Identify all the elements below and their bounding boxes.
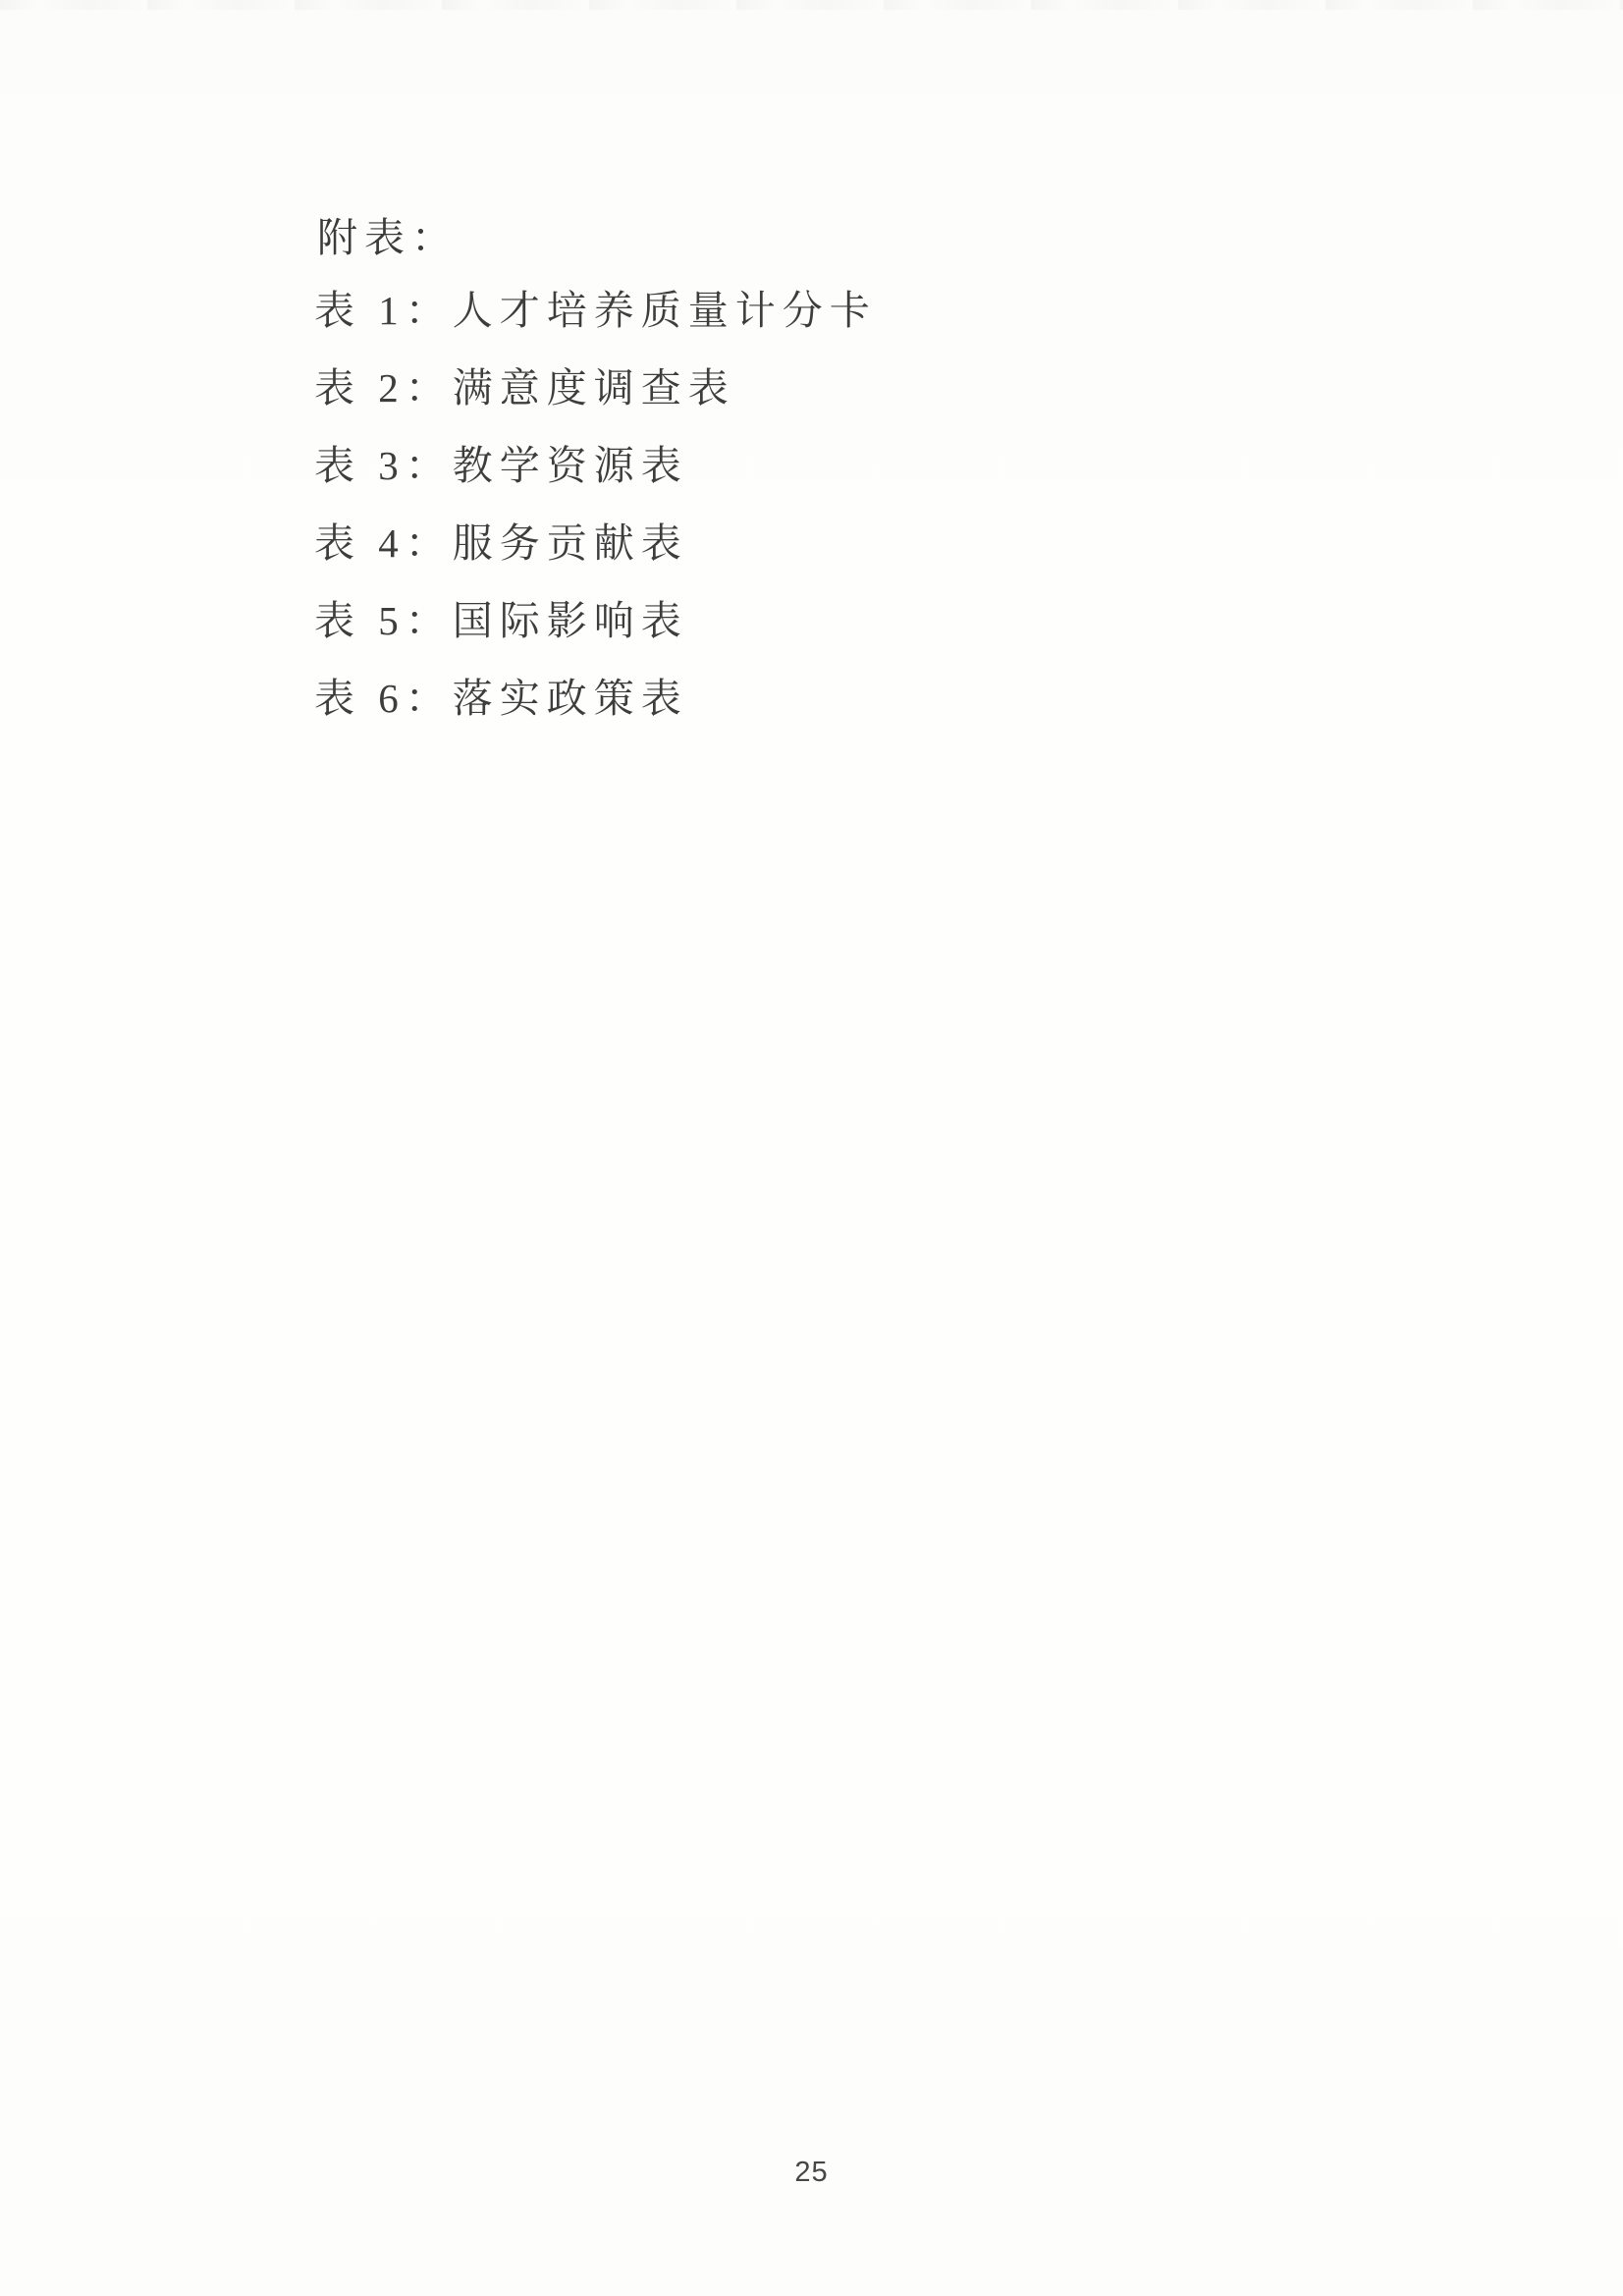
- table-list-item-2: 表 2：满意度调查表: [314, 365, 735, 410]
- table-list-item-3: 表 3：教学资源表: [314, 443, 688, 488]
- appendix-table-list: [314, 272, 877, 738]
- table-list-item-5: 表 5：国际影响表: [314, 598, 688, 643]
- table-list-item-4: 表 4：服务贡献表: [314, 520, 688, 566]
- appendix-heading: 附表：: [317, 215, 459, 260]
- scan-artifact-strip: [0, 0, 1623, 10]
- table-list-item-1: 表 1：人才培养质量计分卡: [314, 288, 877, 333]
- page-footer: [0, 2157, 1623, 2189]
- table-list-item-6: 表 6：落实政策表: [314, 676, 688, 721]
- page-number: 25: [794, 2157, 829, 2188]
